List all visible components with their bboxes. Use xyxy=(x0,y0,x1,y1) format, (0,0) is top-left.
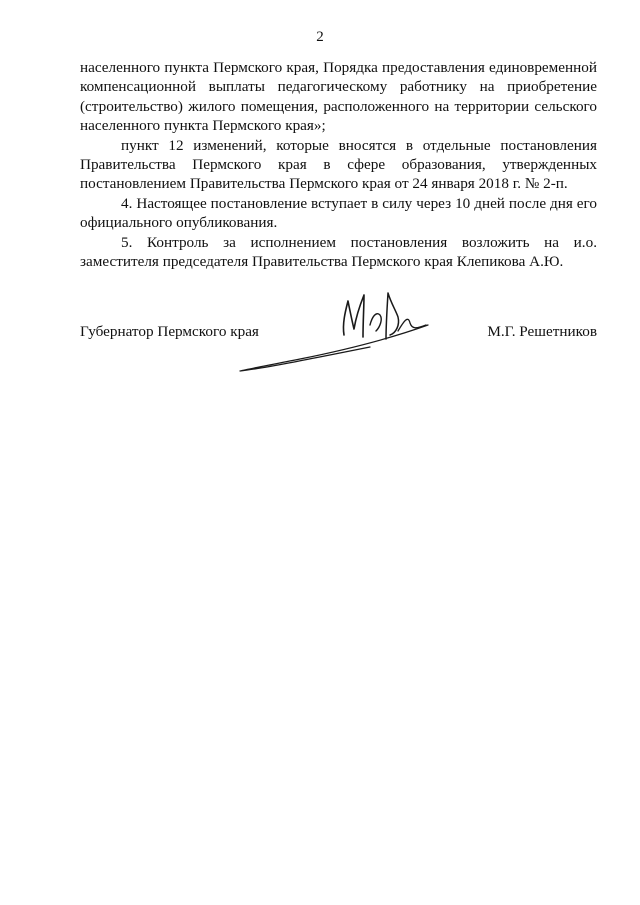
document-body xyxy=(80,58,597,271)
handwritten-signature xyxy=(230,285,480,377)
signatory-name: М.Г. Решетников xyxy=(487,323,597,340)
signature-stroke xyxy=(386,293,399,339)
signature-stroke xyxy=(398,319,426,331)
signature-stroke xyxy=(370,314,381,331)
paragraph-item-12: пункт 12 изменений, которые вносятся в отдельные постановления Правительства Пермского края в сфере образования, утвержденных постановлением Правительства Пермского края от 24 января 2018 г. № 2-п. xyxy=(80,136,597,193)
paragraph-continuation: населенного пункта Пермского края, Порядка предоставления единовременной компенсационной выплаты педагогическому работнику на приобретение (строительство) жилого помещения, расположенного на территории сельского населенного пункта Пермского края»; xyxy=(80,59,597,135)
paragraph-clause-5: 5. Контроль за исполнением постановления возложить на и.о. заместителя председателя Правительства Пермского края Клепикова А.Ю. xyxy=(80,233,597,271)
page-number: 2 xyxy=(316,29,324,45)
signatory-position: Губернатор Пермского края xyxy=(80,323,259,340)
signature-stroke xyxy=(240,325,428,371)
paragraph-clause-4: 4. Настоящее постановление вступает в силу через 10 дней после дня его официального опубликования. xyxy=(80,194,597,232)
signature-stroke xyxy=(343,295,364,337)
signature-block xyxy=(80,285,597,385)
